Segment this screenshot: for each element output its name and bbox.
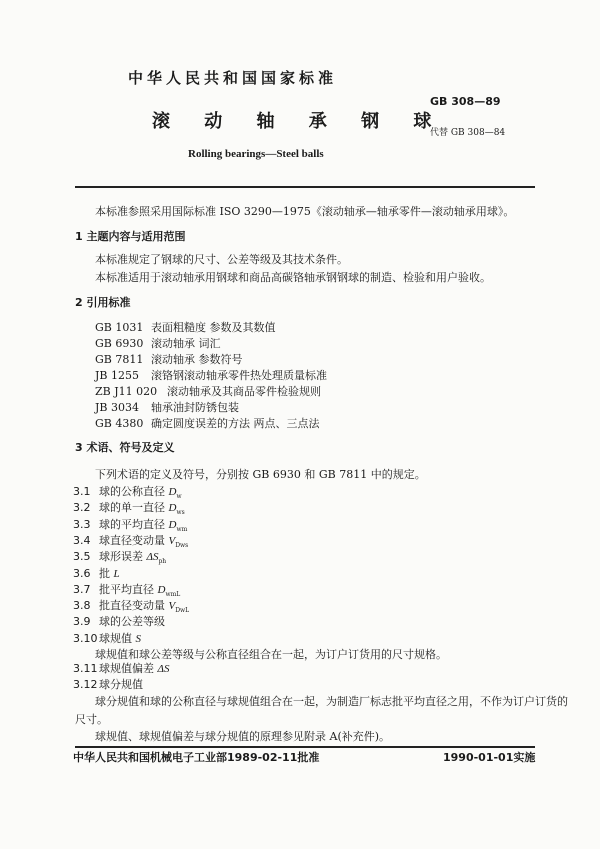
paragraph: 球规值和球公差等级与公称直径组合在一起，为订户订货用的尺寸规格。 (95, 648, 447, 661)
term-subscript: Dws (175, 542, 189, 550)
paragraph: 本标准适用于滚动轴承用钢球和商品高碳铬轴承钢钢球的制造、检验和用户验收。 (95, 271, 491, 284)
english-title: Rolling bearings—Steel balls (188, 148, 324, 160)
term-number: 3.1 (73, 485, 91, 498)
document-title: 滚 动 轴 承 钢 球 (152, 111, 446, 132)
reference-title: 滚动轴承及其商品零件检验规则 (167, 385, 321, 398)
reference-title: 滚动轴承 词汇 (151, 337, 221, 350)
term-number: 3.7 (73, 582, 91, 596)
term-symbol: D (168, 502, 177, 515)
reference-item (95, 401, 239, 415)
reference-item (95, 321, 276, 335)
term-text: 球直径变动量 (99, 533, 165, 547)
term-text: 球形误差 (99, 550, 143, 564)
reference-code: GB 6930 (95, 337, 144, 350)
term-symbol: L (113, 567, 120, 580)
term-symbol: D (157, 583, 166, 596)
reference-code: GB 1031 (95, 321, 144, 334)
term-symbol: D (168, 518, 177, 531)
term-text: 批 (99, 566, 110, 580)
reference-code: GB 4380 (95, 417, 144, 430)
term-number: 3.10 (73, 631, 98, 645)
term-subscript: ws (176, 509, 185, 517)
term-number: 3.3 (73, 517, 91, 531)
term-number: 3.9 (73, 615, 91, 629)
term-text: 球的公称直径 (99, 485, 165, 498)
term-symbol: ΔS (146, 551, 159, 564)
section-1-heading: 1 主题内容与适用范围 (75, 230, 186, 243)
term-subscript: ph (158, 558, 167, 566)
term-text: 球的公差等级 (99, 615, 165, 629)
standard-code: GB 308—89 (430, 95, 501, 108)
term-subscript: wmL (165, 590, 181, 598)
paragraph: 本标准规定了钢球的尺寸、公差等级及其技术条件。 (95, 253, 348, 266)
term-number: 3.8 (73, 599, 91, 613)
term-number: 3.2 (73, 501, 91, 515)
header-rule (75, 186, 535, 188)
reference-code: JB 3034 (95, 401, 139, 414)
reference-title: 表面粗糙度 参数及其数值 (151, 321, 276, 334)
paragraph: 球规值、球规值偏差与球分规值的原理参见附录 A(补充件)。 (95, 730, 391, 743)
replaces-note: 代替 GB 308—84 (430, 128, 506, 138)
paragraph: 尺寸。 (75, 713, 108, 726)
reference-item (95, 337, 221, 351)
term-number: 3.5 (73, 550, 91, 564)
term-symbol: D (168, 486, 177, 498)
term-symbol: S (135, 632, 141, 645)
term-subscript: wm (176, 525, 188, 533)
term-item: 3.11 球规值偏差 ΔS (73, 662, 170, 675)
footer-rule (75, 746, 535, 748)
approval-note: 中华人民共和国机械电子工业部1989-02-11批准 (73, 751, 320, 764)
reference-item (95, 369, 327, 383)
term-number: 3.6 (73, 566, 91, 580)
term-item: 3.12 球分规值 (73, 678, 143, 691)
paragraph: 球分规值和球的公称直径与球规值组合在一起，为制造厂标志批平均直径之用，不作为订户订货的 (95, 695, 568, 708)
term-text: 批直径变动量 (99, 599, 165, 613)
reference-title: 确定圆度误差的方法 两点、三点法 (151, 417, 320, 430)
reference-item (95, 353, 243, 367)
term-text: 批平均直径 (99, 582, 154, 596)
reference-item (95, 385, 321, 399)
term-subscript: w (176, 493, 182, 501)
term-symbol: V (168, 600, 176, 613)
reference-item (95, 417, 320, 431)
term-text: 球规值 (99, 631, 132, 645)
term-subscript: DwL (175, 607, 190, 615)
national-standard-heading: 中华人民共和国国家标准 (128, 69, 338, 87)
reference-code: ZB J11 020 (95, 385, 158, 398)
term-symbol: V (168, 534, 176, 547)
reference-code: JB 1255 (95, 369, 139, 382)
section-3-heading: 3 术语、符号及定义 (75, 441, 175, 454)
reference-code: GB 7811 (95, 353, 144, 366)
reference-title: 滚铬钢滚动轴承零件热处理质量标准 (151, 369, 327, 382)
paragraph: 下列术语的定义及符号，分别按 GB 6930 和 GB 7811 中的规定。 (95, 468, 426, 481)
reference-title: 滚动轴承 参数符号 (151, 353, 243, 366)
reference-title: 轴承油封防锈包装 (151, 401, 239, 414)
term-text: 球的平均直径 (99, 517, 165, 531)
effective-date: 1990-01-01实施 (443, 751, 536, 764)
section-2-heading: 2 引用标准 (75, 296, 131, 309)
term-number: 3.4 (73, 533, 91, 547)
intro-paragraph: 本标准参照采用国际标准 ISO 3290—1975《滚动轴承—轴承零件—滚动轴承用球》。 (95, 205, 515, 218)
term-text: 球的单一直径 (99, 501, 165, 515)
